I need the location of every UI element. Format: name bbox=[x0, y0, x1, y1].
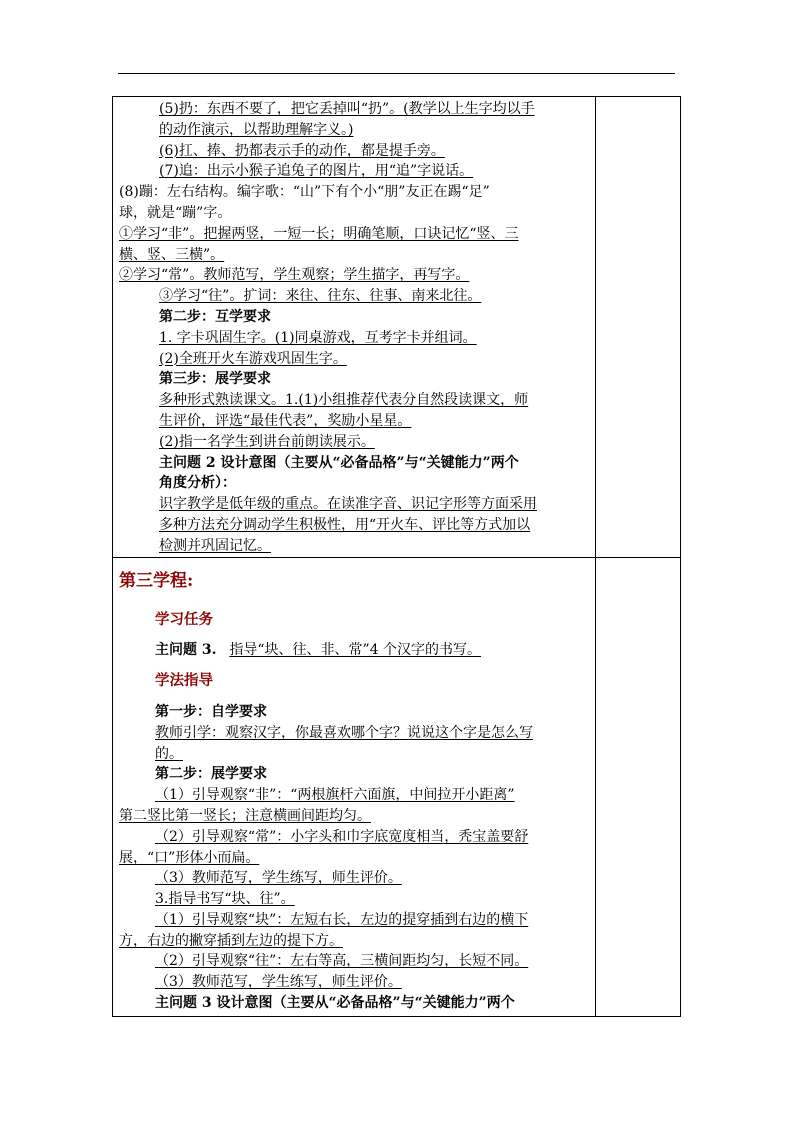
table-row bbox=[113, 97, 681, 558]
text-line bbox=[119, 349, 589, 370]
text-line bbox=[119, 723, 589, 744]
text-line bbox=[119, 265, 589, 286]
text-line-content: （2）引导观察“往”：左右等高，三横间距均匀，长短不同。 bbox=[155, 953, 529, 970]
lesson-content-cell bbox=[113, 97, 596, 558]
text-line-content: 角度分析）： bbox=[159, 475, 236, 492]
text-line-content: 第二步：互学要求 bbox=[159, 308, 271, 325]
text-line-content: 识字教学是低年级的重点。在读准字音、识记字形等方面采用 bbox=[159, 496, 537, 513]
text-line-content: 第二竖比第一竖长；注意横画间距均匀。 bbox=[119, 807, 371, 824]
notes-cell bbox=[596, 97, 681, 558]
text-line bbox=[119, 931, 589, 952]
stage-title: 第三学程: bbox=[119, 570, 194, 591]
text-line bbox=[119, 744, 589, 765]
text-line-content: (6)扛、捧、扔都表示手的动作，都是提手旁。 bbox=[159, 142, 445, 159]
lesson-content-cell bbox=[113, 557, 596, 1016]
text-line bbox=[119, 848, 589, 869]
text-line-content: （2）引导观察“常”：小字头和巾字底宽度相当，秃宝盖要舒 bbox=[155, 828, 529, 845]
text-line bbox=[119, 369, 589, 390]
text-line-content: (8)蹦：左右结构。编字歌：“山”下有个小“朋”友正在踢“足” bbox=[119, 184, 490, 201]
text-line-content: （1）引导观察“块”：左短右长，左边的提穿插到右边的横下 bbox=[155, 911, 529, 928]
text-line-content: 教师引学：观察汉字，你最喜欢哪个字？说说这个字是怎么写 bbox=[155, 724, 533, 741]
text-line bbox=[119, 390, 589, 411]
text-line bbox=[119, 120, 589, 141]
text-line-content: 检测并巩固记忆。 bbox=[159, 537, 271, 554]
text-line-content: 3.指导书写“块、往”。 bbox=[155, 891, 295, 908]
main-question-3 bbox=[119, 640, 589, 661]
text-line bbox=[119, 993, 589, 1014]
text-line-content: 第三步：展学要求 bbox=[159, 371, 271, 388]
text-line bbox=[119, 224, 589, 245]
text-line-content: (2)指一名学生到讲台前朗读展示。 bbox=[159, 433, 375, 450]
text-line bbox=[119, 536, 589, 557]
stage3-content bbox=[113, 558, 595, 1014]
notes-cell bbox=[596, 557, 681, 1016]
text-line bbox=[119, 161, 589, 182]
text-line bbox=[119, 764, 589, 785]
text-line-content: (2)全班开火车游戏巩固生字。 bbox=[159, 350, 347, 367]
text-line bbox=[119, 99, 589, 120]
stage2-content bbox=[113, 97, 595, 557]
text-line-content: (7)追：出示小猴子追兔子的图片，用“追”字说话。 bbox=[159, 163, 474, 180]
text-line-content: 第二步：展学要求 bbox=[155, 766, 267, 783]
text-line bbox=[119, 910, 589, 931]
text-line bbox=[119, 307, 589, 328]
text-line bbox=[119, 141, 589, 162]
text-line-content: 的动作演示，以帮助理解字义。) bbox=[159, 121, 354, 138]
text-line bbox=[119, 785, 589, 806]
page-header-rule bbox=[118, 73, 675, 74]
text-line-content: （3）教师范写，学生练写，师生评价。 bbox=[155, 870, 402, 887]
method-heading: 学法指导 bbox=[155, 672, 213, 690]
text-line bbox=[119, 494, 589, 515]
text-line-content: 展，“口”形体小而扁。 bbox=[119, 849, 260, 866]
text-line bbox=[119, 453, 589, 474]
text-line bbox=[119, 806, 589, 827]
text-line-content: 多种形式熟读课文。1.(1)小组推荐代表分自然段读课文，师 bbox=[159, 392, 529, 409]
text-line-content: 主问题 2 设计意图（主要从“必备品格”与“关键能力”两个 bbox=[159, 454, 519, 471]
text-line-content: 生评价，评选“最佳代表”，奖励小星星。 bbox=[159, 412, 412, 429]
main-question-3-text: 指导“块、往、非、常”4 个汉字的书写。 bbox=[229, 642, 482, 659]
text-line-content: ②学习“常”。教师范写，学生观察；学生描字，再写字。 bbox=[119, 267, 470, 284]
text-line-content: ③学习“往”。扩词：来往、往东、往事、南来北往。 bbox=[159, 288, 482, 305]
text-line bbox=[119, 889, 589, 910]
text-line-content: 方，右边的撇穿插到左边的提下方。 bbox=[119, 932, 343, 949]
text-line bbox=[119, 328, 589, 349]
text-line bbox=[119, 972, 589, 993]
text-line bbox=[119, 473, 589, 494]
text-line bbox=[119, 203, 589, 224]
text-line-content: 球，就是“蹦”字。 bbox=[119, 204, 232, 221]
text-line-content: 第一步：自学要求 bbox=[155, 703, 267, 720]
text-line-content: 横、竖、三横”。 bbox=[119, 246, 225, 263]
text-line-content: （1）引导观察“非”：“两根旗杆六面旗，中间拉开小距离” bbox=[155, 787, 515, 804]
text-line bbox=[119, 951, 589, 972]
text-line bbox=[119, 515, 589, 536]
text-line bbox=[119, 868, 589, 889]
text-line-content: ①学习“非”。把握两竖，一短一长；明确笔顺，口诀记忆“竖、三 bbox=[119, 225, 519, 242]
text-line-content: 的。 bbox=[155, 745, 183, 762]
text-line-content: 主问题 3 设计意图（主要从“必备品格”与“关键能力”两个 bbox=[155, 995, 515, 1012]
text-line bbox=[119, 182, 589, 203]
text-line bbox=[119, 827, 589, 848]
text-line bbox=[119, 245, 589, 266]
table-row bbox=[113, 557, 681, 1016]
main-question-3-label: 主问题 3. bbox=[155, 642, 217, 659]
stage3-steps bbox=[119, 702, 589, 1014]
text-line-content: （3）教师范写，学生练写，师生评价。 bbox=[155, 974, 402, 991]
task-heading: 学习任务 bbox=[155, 610, 213, 628]
text-line bbox=[119, 411, 589, 432]
text-line-content: (5)扔：东西不要了，把它丢掉叫“扔”。(教学以上生字均以手 bbox=[159, 101, 535, 117]
text-line-content: 1. 字卡巩固生字。(1)同桌游戏，互考字卡并组词。 bbox=[159, 329, 477, 346]
text-line bbox=[119, 432, 589, 453]
lesson-plan-table bbox=[112, 96, 681, 1017]
text-line-content: 多种方法充分调动学生积极性，用“开火车、评比等方式加以 bbox=[159, 516, 531, 533]
text-line bbox=[119, 286, 589, 307]
text-line bbox=[119, 702, 589, 723]
